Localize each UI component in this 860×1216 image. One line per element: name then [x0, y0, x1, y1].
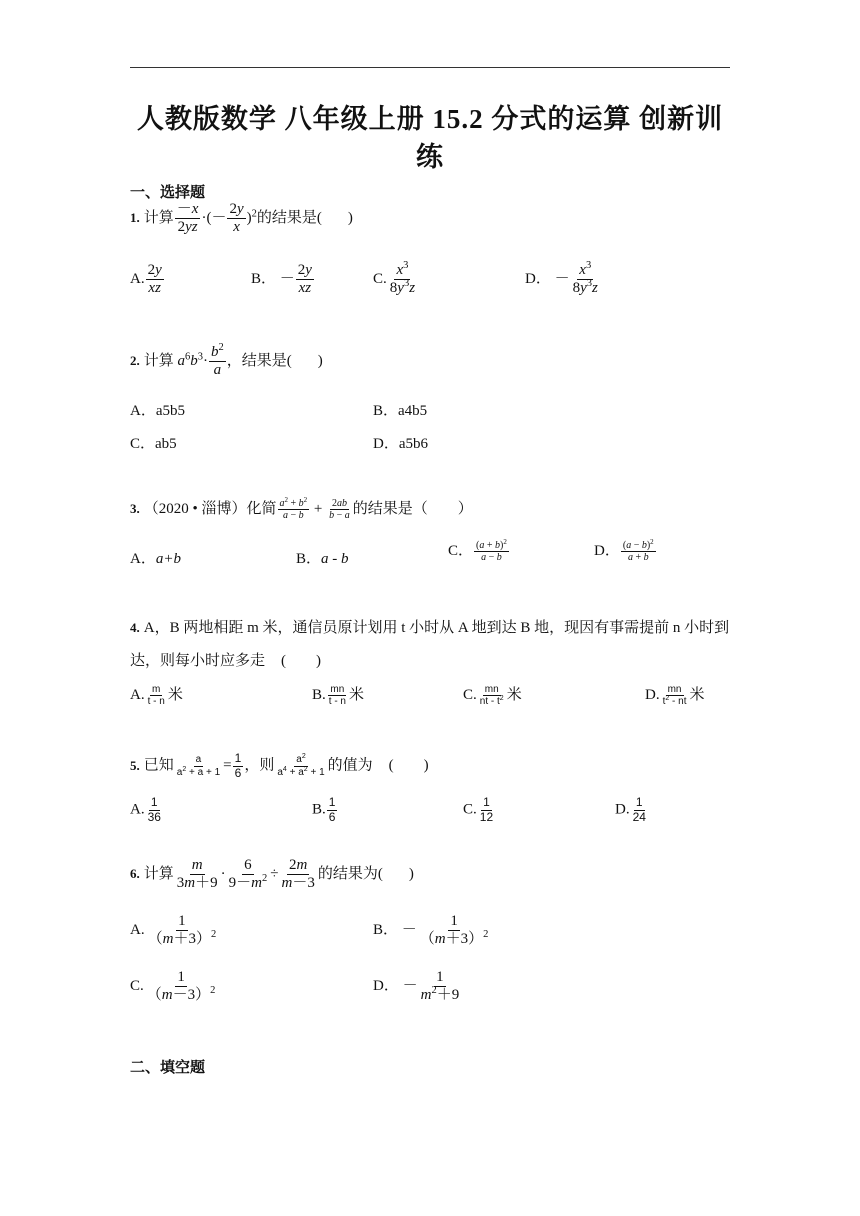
question-1: 1. 计算 $\frac{-x}{2yz}$ ·(－ $\frac{2y}{x}$ )$^2$的结果是( ): [130, 201, 353, 236]
q5-option-d[interactable]: D. $\frac{1}{24}$: [615, 795, 646, 824]
q1-option-c[interactable]: C. $\frac{x^3}{8y^3z}$: [373, 260, 416, 297]
q2-option-b[interactable]: B．a4b5: [373, 403, 428, 419]
fraction: $\frac{-x}{2yz}$: [176, 201, 199, 236]
q1-option-b[interactable]: B． － $\frac{2y}{xz}$: [251, 262, 312, 297]
fraction: $\frac{1}{6}$: [234, 751, 242, 780]
q4-option-b[interactable]: B. $\frac{mn}{t - n}$ 米: [312, 683, 365, 708]
question-6: 6. 计算 $\frac{m}{3m+9}$ · $\frac{6}{9-m^2}$ ÷ $\frac{2m}{m-3}$ 的结果为( ): [130, 857, 414, 892]
question-2: 2. 计算 $a^6b^3\cdot$ $\frac{b^2}{a}$ ，结果是( ): [130, 342, 323, 379]
fraction: $\frac{2ab}{b - a}$: [329, 497, 350, 522]
q4-option-d[interactable]: D. $\frac{mn}{t^2 - nt}$ 米: [645, 683, 705, 708]
fraction: $\frac{a^2 + b^2}{a - b}$: [279, 495, 308, 522]
q3-option-d[interactable]: D． $\frac{(a - b)^2}{a + b}$: [594, 537, 654, 564]
section-multiple-choice: 一、选择题: [130, 185, 206, 201]
q3-option-b[interactable]: B．a ‑ b: [296, 551, 349, 567]
q1-option-a[interactable]: A. $\frac{2y}{xz}$: [130, 262, 162, 297]
top-rule: [130, 67, 730, 68]
q5-option-b[interactable]: B. $\frac{1}{6}$: [312, 795, 336, 824]
fraction: $\frac{m}{3m+9}$: [176, 857, 218, 892]
q5-option-c[interactable]: C. $\frac{1}{12}$: [463, 795, 494, 824]
fraction: $\frac{a^2}{a^4 + a^2 + 1}$: [277, 753, 325, 778]
section-fill-in-blank: 二、填空题: [130, 1060, 206, 1076]
question-4: 4. A，B 两地相距 m 米，通信员原计划用 t 小时从 A 地到达 B 地，现因有事需提前 n 小时到达，则每小时应多走 ( ): [130, 620, 730, 669]
q3-option-a[interactable]: A．a+b: [130, 551, 181, 567]
q4-option-a[interactable]: A. $\frac{m}{t - n}$ 米: [130, 683, 183, 708]
q2-option-c[interactable]: C．ab5: [130, 436, 177, 452]
fraction: $\frac{b^2}{a}$: [211, 342, 224, 379]
fraction: $\frac{a}{a^2 + a + 1}$: [176, 754, 221, 778]
fraction: $\frac{2y}{x}$: [229, 201, 244, 236]
fraction: $\frac{2m}{m-3}$: [281, 857, 315, 892]
q6-option-d[interactable]: D． － $\frac{1}{m^2+9}$: [373, 969, 460, 1004]
page-title: 人教版数学 八年级上册 15.2 分式的运算 创新训练: [136, 104, 724, 172]
q2-option-d[interactable]: D．a5b6: [373, 436, 428, 452]
question-5: 5. 已知 $\frac{a}{a^2 + a + 1}$ = $\frac{1}{6}$ ，则 $\frac{a^2}{a^4 + a^2 + 1}$ 的值为 ( ): [130, 751, 429, 780]
fraction: $\frac{6}{9-m^2}$: [228, 857, 268, 892]
q6-option-a[interactable]: A. $\frac{1}{(m+3)^2}$: [130, 913, 217, 948]
q2-option-a[interactable]: A．a5b5: [130, 403, 185, 419]
q5-option-a[interactable]: A. $\frac{1}{36}$: [130, 795, 161, 824]
question-3: 3. （2020 • 淄博）化简 $\frac{a^2 + b^2}{a - b}$ + $\frac{2ab}{b - a}$ 的结果是（ ）: [130, 495, 473, 522]
q6-option-b[interactable]: B． － $\frac{1}{(m+3)^2}$: [373, 913, 489, 948]
q4-option-c[interactable]: C. $\frac{mn}{nt - t^2}$ 米: [463, 683, 522, 708]
q1-option-d[interactable]: D． － $\frac{x^3}{8y^3z}$: [525, 260, 598, 297]
q3-option-c[interactable]: C． $\frac{(a + b)^2}{a - b}$: [448, 537, 507, 564]
q6-option-c[interactable]: C. $\frac{1}{(m-3)^2}$: [130, 969, 216, 1004]
